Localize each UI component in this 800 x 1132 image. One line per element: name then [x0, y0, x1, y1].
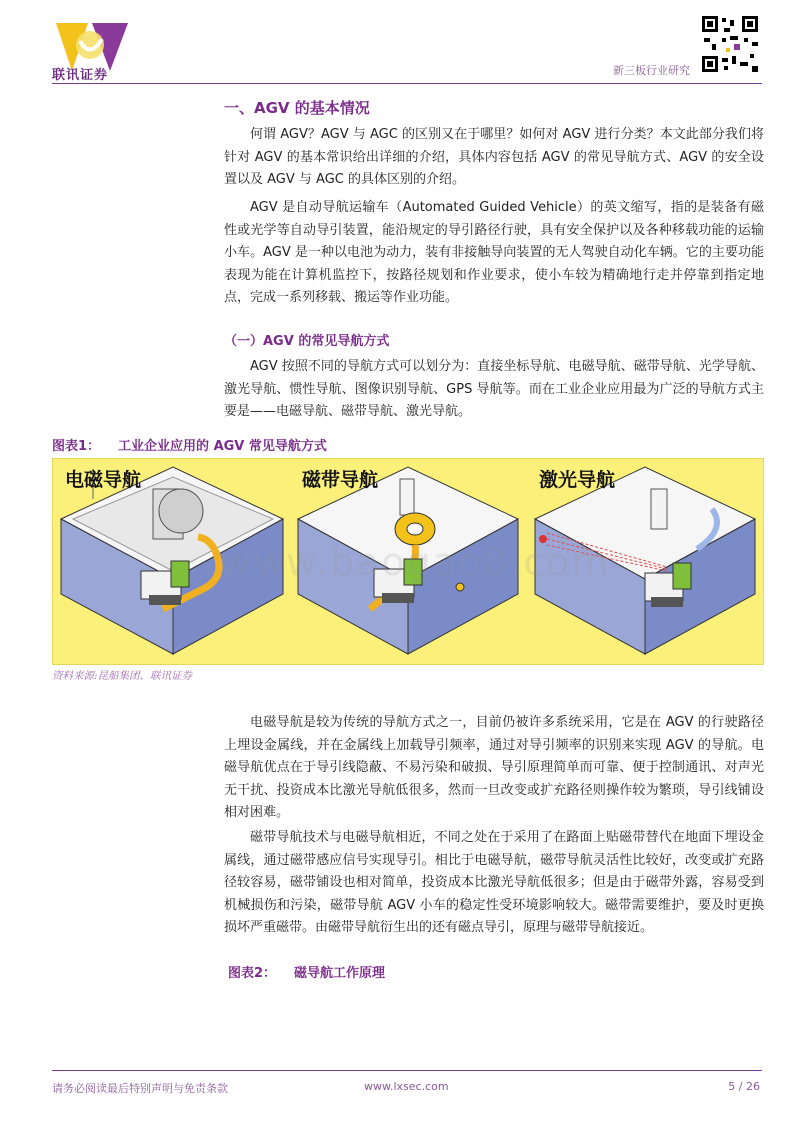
intro-paragraph [224, 124, 764, 192]
navigation-types-paragraph [224, 356, 764, 424]
figure1-number: 图表1： [52, 439, 101, 454]
panel-label-laser: 激光导航 [539, 469, 616, 491]
footer-divider [52, 1070, 762, 1071]
footer-disclaimer: 请务必阅读最后特别声明与免责条款 [52, 1082, 228, 1095]
magnetic-tape-text: 磁带导航技术与电磁导航相近，不同之处在于采用了在路面上贴磁带替代在地面下埋设金属线，通过磁带感应信号实现导引。相比于电磁导航，磁带导航灵活性比较好，改变或扩充路径较容易，磁带铺设也相对简单，投资成本比激光导航低很多；但是由于磁带外露，容易受到机械损伤和污染，磁带导航 AGV 小车的稳定性受环境影响较大。磁带需要维护，要及时更换损坏严重磁带。由磁带导航衍生出的还有磁点导引，原理与磁带导航接近。 [224, 830, 764, 935]
section-title: 一、AGV 的基本情况 [224, 99, 370, 117]
panel-label-electromagnetic: 电磁导航 [65, 469, 142, 491]
figure2-title: 磁导航工作原理 [294, 966, 386, 981]
logo-text: 联讯证券 [52, 68, 109, 83]
agv-definition-paragraph [224, 197, 764, 310]
electromagnetic-text: 电磁导航是较为传统的导航方式之一，目前仍被许多系统采用，它是在 AGV 的行驶路径上埋设金属线，并在金属线上加载导引频率，通过对导引频率的识别来实现 AGV 的导航。电磁导航优点在于导引线隐蔽、不易污染和破损、导引原理简单而可靠、便于控制通讯、对声光无干扰、投资成本比激光导航低很多，然而一旦改变或扩充路径则操作较为繁琐，导引线铺设相对困难。 [224, 715, 764, 820]
subsection-title: （一）AGV 的常见导航方式 [224, 334, 390, 349]
page-number: 5 / 26 [728, 1080, 760, 1093]
magnetic-tape-paragraph [224, 827, 764, 940]
intro-paragraph-1: 何谓 AGV？AGV 与 AGC 的区别又在于哪里？如何对 AGV 进行分类？本文此部分我们将针对 AGV 的基本常识给出详细的介绍，具体内容包括 AGV 的常见导航方式、AGV 的安全设置以及 AGV 与 AGC 的具体区别的介绍。 [224, 127, 764, 187]
qr-code-icon [700, 14, 760, 74]
header-divider [52, 83, 762, 84]
panel-label-magnetic-tape: 磁带导航 [302, 469, 379, 491]
figure1-source: 资料来源:昆船集团、联讯证券 [52, 670, 193, 682]
navigation-types-text: AGV 按照不同的导航方式可以划分为：直接坐标导航、电磁导航、磁带导航、光学导航、激光导航、惯性导航、图像识别导航、GPS 导航等。而在工业企业应用最为广泛的导航方式主要是——电磁导航、磁带导航、激光导航。 [224, 359, 764, 419]
figure1-caption [52, 435, 327, 454]
figure1-title: 工业企业应用的 AGV 常见导航方式 [118, 439, 327, 454]
figure2-caption [228, 962, 385, 981]
agv-definition-text: AGV 是自动导航运输车（Automated Guided Vehicle）的英文缩写，指的是装备有磁性或光学等自动导引装置，能沿规定的导引路径行驶，具有安全保护以及各种移载功能的运输小车。AGV 是一种以电池为动力，装有非接触导向装置的无人驾驶自动化车辆。它的主要功能表现为能在计算机监控下，按路径规划和作业要求，使小车较为精确地行走并停靠到指定地点，完成一系列移载、搬运等作业功能。 [224, 200, 764, 305]
report-category: 新三板行业研究 [613, 64, 690, 77]
footer-website-link[interactable]: www.lxsec.com [364, 1080, 449, 1093]
electromagnetic-paragraph [224, 712, 764, 825]
figure2-number: 图表2： [228, 966, 277, 981]
watermark: www.baogao8.com [220, 540, 611, 584]
